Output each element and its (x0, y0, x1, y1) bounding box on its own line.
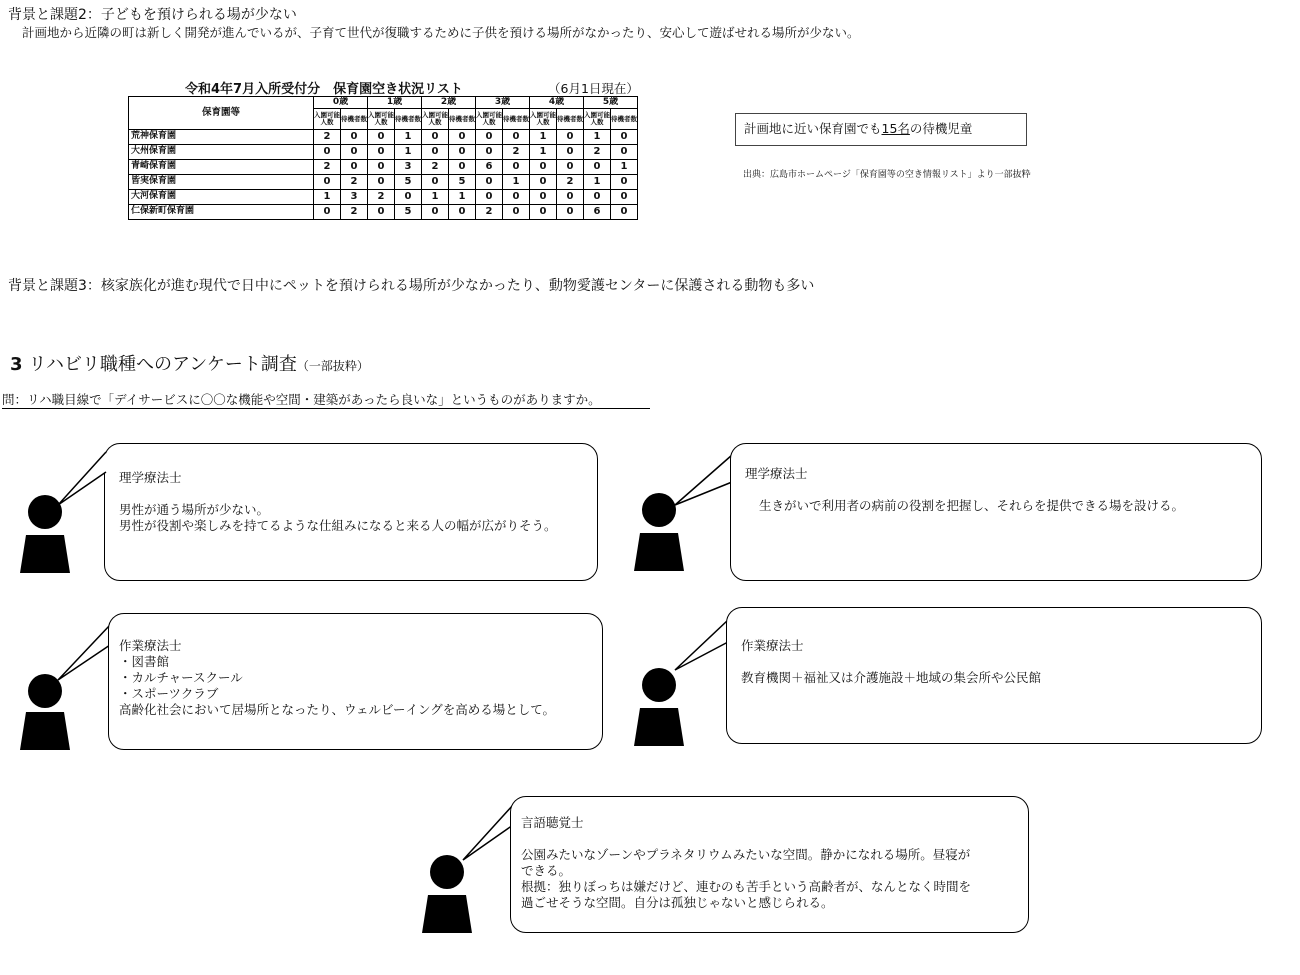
waiting-subheader: 待機者数 (449, 109, 476, 130)
survey-number: 3 (10, 354, 23, 375)
bubble-role: 言語聴覚士 (521, 815, 584, 830)
table-cell: 0 (611, 145, 638, 160)
table-cell: 0 (449, 145, 476, 160)
table-title: 令和4年7月入所受付分 保育園空き状況リスト (185, 82, 463, 97)
waiting-subheader: 待機者数 (557, 109, 584, 130)
table-cell: 0 (503, 205, 530, 220)
table-cell: 1 (530, 130, 557, 145)
bubble-tail-4 (675, 620, 728, 670)
table-cell: 1 (314, 190, 341, 205)
table-cell: 0 (611, 190, 638, 205)
table-cell: 0 (422, 145, 449, 160)
table-cell: 0 (368, 130, 395, 145)
table-cell: 0 (422, 130, 449, 145)
speech-bubble-pt-2 (730, 443, 1262, 581)
table-cell: 0 (503, 160, 530, 175)
age-header: 4歳 (530, 97, 584, 109)
table-cell: 0 (476, 175, 503, 190)
table-cell: 2 (341, 175, 368, 190)
table-cell: 5 (395, 205, 422, 220)
table-cell: 2 (314, 130, 341, 145)
table-cell: 2 (503, 145, 530, 160)
age-header: 2歳 (422, 97, 476, 109)
table-cell: 3 (395, 160, 422, 175)
bubble-role: 理学療法士 (745, 466, 808, 481)
table-cell: 0 (341, 130, 368, 145)
table-cell: 0 (476, 190, 503, 205)
table-cell: 0 (530, 175, 557, 190)
table-cell: 0 (557, 145, 584, 160)
source-note: 出典：広島市ホームページ「保育園等の空き情報リスト」より一部抜粋 (743, 170, 1031, 180)
available-subheader: 入園可能人数 (314, 109, 341, 130)
waiting-subheader: 待機者数 (503, 109, 530, 130)
table-cell: 1 (584, 175, 611, 190)
table-cell: 0 (449, 130, 476, 145)
age-header: 5歳 (584, 97, 638, 109)
table-cell: 1 (422, 190, 449, 205)
survey-title-text: リハビリ職種へのアンケート調査 (28, 354, 297, 375)
table-date: （6月1日現在） (548, 81, 639, 96)
table-cell: 2 (422, 160, 449, 175)
facility-name: 仁保新町保育園 (129, 205, 314, 220)
waiting-subheader: 待機者数 (395, 109, 422, 130)
table-cell: 0 (557, 160, 584, 175)
table-cell: 2 (314, 160, 341, 175)
available-subheader: 入園可能人数 (368, 109, 395, 130)
bubble-line: 生きがいで利用者の病前の役割を把握し、それらを提供できる場を設ける。 (759, 498, 1185, 513)
bubble-line: 公園みたいなゾーンやプラネタリウムみたいな空間。静かになれる場所。昼寝が (521, 847, 971, 862)
waiting-note-number: 15名 (881, 121, 910, 136)
table-cell: 0 (395, 190, 422, 205)
table-cell: 1 (395, 145, 422, 160)
table-cell: 2 (476, 205, 503, 220)
table-cell: 0 (503, 130, 530, 145)
available-subheader: 入園可能人数 (530, 109, 557, 130)
table-cell: 0 (530, 190, 557, 205)
age-header: 0歳 (314, 97, 368, 109)
table-cell: 0 (557, 130, 584, 145)
bubble-role: 作業療法士 (741, 638, 804, 653)
age-header: 3歳 (476, 97, 530, 109)
facility-header: 保育園等 (129, 97, 314, 130)
table-cell: 0 (341, 145, 368, 160)
table-cell: 5 (395, 175, 422, 190)
table-cell: 0 (341, 160, 368, 175)
age-header: 1歳 (368, 97, 422, 109)
bubble-line: 根拠：独りぼっちは嫌だけど、連むのも苦手という高齢者が、なんとなく時間を (521, 879, 972, 894)
section3-heading: 背景と課題3：核家族化が進む現代で日中にペットを預けられる場所が少なかったり、動物愛護センターに保護される動物も多い (8, 278, 815, 294)
table-cell: 0 (314, 175, 341, 190)
table-cell: 2 (557, 175, 584, 190)
bubble-line: ・図書館 (119, 654, 170, 669)
table-cell: 0 (530, 205, 557, 220)
table-cell: 1 (611, 160, 638, 175)
table-cell: 0 (584, 190, 611, 205)
facility-name: 青崎保育園 (129, 160, 314, 175)
table-cell: 5 (449, 175, 476, 190)
bubble-role: 理学療法士 (119, 470, 182, 485)
bubble-line: ・スポーツクラブ (119, 686, 219, 701)
table-cell: 0 (503, 190, 530, 205)
bubble-line: 男性が通う場所が少ない。 (119, 502, 270, 517)
table-cell: 0 (314, 205, 341, 220)
table-cell: 1 (584, 130, 611, 145)
waiting-note-suffix: の待機児童 (909, 121, 973, 136)
table-cell: 0 (611, 130, 638, 145)
bubble-line: 高齢化社会において居場所となったり、ウェルビーイングを高める場として。 (119, 702, 556, 717)
table-cell: 0 (557, 190, 584, 205)
bubble-line: 男性が役割や楽しみを持てるような仕組みになると来る人の幅が広がりそう。 (119, 518, 557, 533)
table-cell: 1 (449, 190, 476, 205)
table-cell: 0 (476, 130, 503, 145)
waiting-subheader: 待機者数 (341, 109, 368, 130)
bubble-tail-3 (58, 625, 110, 680)
table-cell: 2 (341, 205, 368, 220)
person-icon (420, 855, 474, 935)
table-cell: 0 (611, 175, 638, 190)
waiting-subheader: 待機者数 (611, 109, 638, 130)
survey-question: 問：リハ職目線で「デイサービスに〇〇な機能や空間・建築があったら良いな」というものがありますか。 (2, 390, 650, 409)
table-cell: 0 (449, 160, 476, 175)
table-cell: 0 (314, 145, 341, 160)
speech-bubble-ot-2 (726, 607, 1262, 744)
person-icon (18, 674, 72, 752)
table-cell: 0 (368, 145, 395, 160)
section2-description: 計画地から近隣の町は新しく開発が進んでいるが、子育て世代が復職するために子供を預ける場所がなかったり、安心して遊ばせれる場所が少ない。 (22, 25, 860, 40)
waiting-note-prefix: 計画地に近い保育園でも (744, 121, 882, 136)
bubble-role: 作業療法士 (119, 638, 182, 653)
table-cell: 1 (530, 145, 557, 160)
speech-bubble-ot-1 (108, 613, 603, 750)
table-cell: 0 (449, 205, 476, 220)
table-cell: 0 (557, 205, 584, 220)
person-icon (632, 668, 686, 748)
table-cell: 1 (395, 130, 422, 145)
table-cell: 0 (368, 160, 395, 175)
bubble-line: ・カルチャースクール (119, 670, 243, 685)
available-subheader: 入園可能人数 (584, 109, 611, 130)
table-cell: 0 (368, 175, 395, 190)
bubble-line: 過ごせそうな空間。自分は孤独じゃないと感じられる。 (521, 895, 834, 910)
facility-name: 大州保育園 (129, 145, 314, 160)
table-cell: 0 (422, 175, 449, 190)
section2-heading: 背景と課題2：子どもを預けられる場が少ない (8, 7, 297, 23)
bubble-line: できる。 (521, 863, 572, 878)
table-cell: 6 (584, 205, 611, 220)
person-icon (632, 493, 686, 573)
bubble-line: 教育機関＋福祉又は介護施設＋地域の集会所や公民館 (741, 670, 1042, 685)
table-cell: 0 (530, 160, 557, 175)
table-cell: 0 (611, 205, 638, 220)
person-icon (18, 495, 72, 575)
table-cell: 0 (584, 160, 611, 175)
survey-subtitle: （一部抜粋） (296, 359, 369, 373)
facility-name: 皆実保育園 (129, 175, 314, 190)
bubble-tail-5 (463, 805, 513, 860)
speech-bubble-st (510, 796, 1029, 933)
table-cell: 3 (341, 190, 368, 205)
facility-name: 荒神保育園 (129, 130, 314, 145)
available-subheader: 入園可能人数 (476, 109, 503, 130)
facility-name: 大河保育園 (129, 190, 314, 205)
table-cell: 2 (368, 190, 395, 205)
available-subheader: 入園可能人数 (422, 109, 449, 130)
table-cell: 2 (584, 145, 611, 160)
table-cell: 1 (503, 175, 530, 190)
table-cell: 6 (476, 160, 503, 175)
table-cell: 0 (476, 145, 503, 160)
table-cell: 0 (422, 205, 449, 220)
table-cell: 0 (368, 205, 395, 220)
